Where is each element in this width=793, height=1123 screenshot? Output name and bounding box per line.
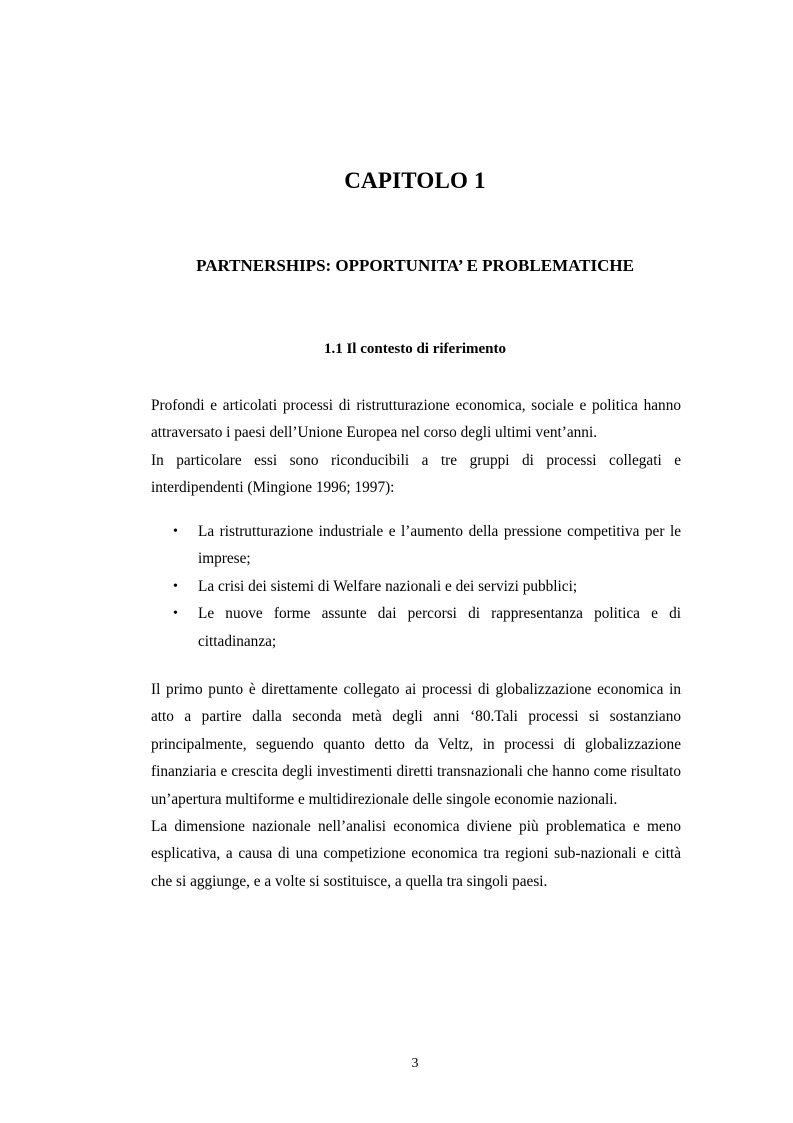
- bullet-icon: •: [173, 606, 178, 622]
- bullet-icon: •: [173, 578, 178, 594]
- page-number: 3: [411, 1056, 419, 1071]
- bullet-icon: •: [173, 524, 178, 539]
- section-heading: 1.1 Il contesto di riferimento: [323, 341, 507, 357]
- intro-text: [151, 392, 681, 502]
- intro-paragraph: In particolare essi sono riconducibili a tre gruppi di processi collegati e interdipendenti (Mingione 1996; 1997):: [151, 451, 681, 497]
- list-item: [151, 573, 681, 600]
- list-item: [151, 600, 681, 655]
- list-item-text: La ristrutturazione industriale e l’aumento della pressione competitiva per le imprese;: [198, 523, 681, 568]
- list-item: [151, 518, 681, 573]
- main-text: [151, 676, 681, 895]
- chapter-subtitle: PARTNERSHIPS: OPPORTUNITA’ E PROBLEMATICHE: [196, 256, 634, 275]
- intro-paragraph: Profondi e articolati processi di ristrutturazione economica, sociale e politica hanno attraversato i paesi dell’Unione Europea nel corso degli ultimi vent’anni.: [151, 397, 681, 442]
- list-item-text: La crisi dei sistemi di Welfare nazionali e dei servizi pubblici;: [198, 577, 578, 595]
- body-paragraph: Il primo punto è direttamente collegato ai processi di globalizzazione economica in atto a partire dalla seconda metà degli anni ‘80.Tali processi si sostanziano principalmente, seguendo quanto detto da Veltz, in processi di globalizzazione finanziaria e crescita degli investimenti diretti transnazionali che hanno come risultato un’apertura multiforme e multidirezionale delle singole economie nazionali.: [151, 681, 681, 808]
- bullet-list: [151, 518, 681, 655]
- chapter-title: CAPITOLO 1: [344, 168, 486, 193]
- list-item-text: Le nuove forme assunte dai percorsi di rappresentanza politica e di cittadinanza;: [198, 605, 681, 650]
- body-paragraph: La dimensione nazionale nell’analisi economica diviene più problematica e meno esplicativa, a causa di una competizione economica tra regioni sub-nazionali e città che si aggiunge, e a volte si sostituisce, a quella tra singoli paesi.: [151, 818, 681, 890]
